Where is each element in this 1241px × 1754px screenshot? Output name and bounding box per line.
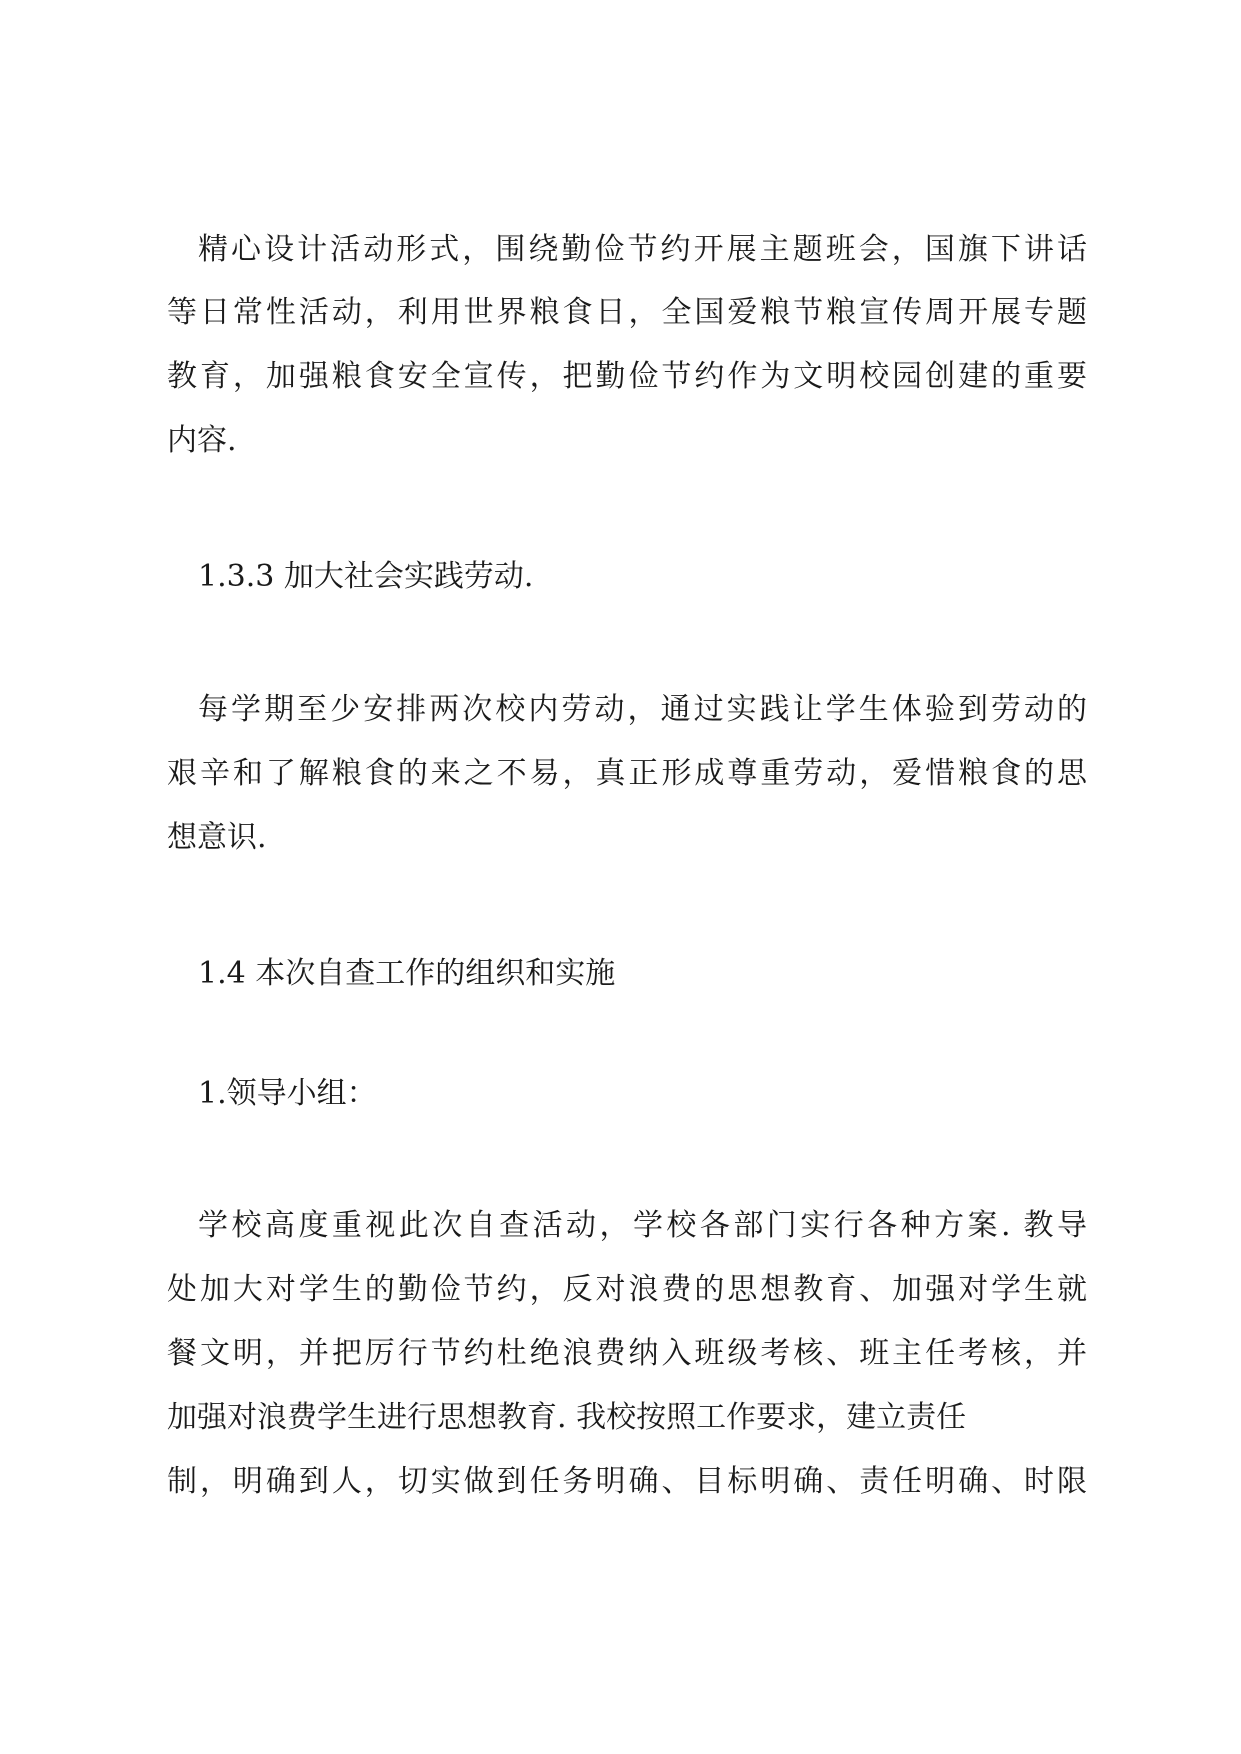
- paragraph-line: 制，明确到人，切实做到任务明确、目标明确、责任明确、时限: [167, 1464, 1087, 1499]
- paragraph-line: 艰辛和了解粮食的来之不易，真正形成尊重劳动，爱惜粮食的思: [167, 756, 1087, 791]
- paragraph-line: 处加大对学生的勤俭节约，反对浪费的思想教育、加强对学生就: [167, 1272, 1087, 1307]
- section-heading: 1.3.3 加大社会实践劳动.: [198, 559, 534, 594]
- paragraph-line: 内容.: [167, 423, 237, 458]
- paragraph-line: 教育，加强粮食安全宣传，把勤俭节约作为文明校园创建的重要: [167, 359, 1087, 394]
- paragraph-line: 等日常性活动，利用世界粮食日，全国爱粮节粮宣传周开展专题: [167, 295, 1087, 330]
- paragraph-line: 精心设计活动形式，围绕勤俭节约开展主题班会，国旗下讲话: [198, 232, 1087, 267]
- paragraph-line: 想意识.: [167, 820, 267, 855]
- paragraph-line: 餐文明，并把厉行节约杜绝浪费纳入班级考核、班主任考核，并: [167, 1336, 1087, 1371]
- paragraph-line: 每学期至少安排两次校内劳动，通过实践让学生体验到劳动的: [198, 692, 1087, 727]
- section-heading: 1.4 本次自查工作的组织和实施: [198, 956, 616, 991]
- paragraph-line: 学校高度重视此次自查活动，学校各部门实行各种方案. 教导: [198, 1208, 1087, 1243]
- subsection-heading: 1.领导小组：: [198, 1076, 377, 1111]
- paragraph-line: 加强对浪费学生进行思想教育. 我校按照工作要求，建立责任: [167, 1400, 967, 1435]
